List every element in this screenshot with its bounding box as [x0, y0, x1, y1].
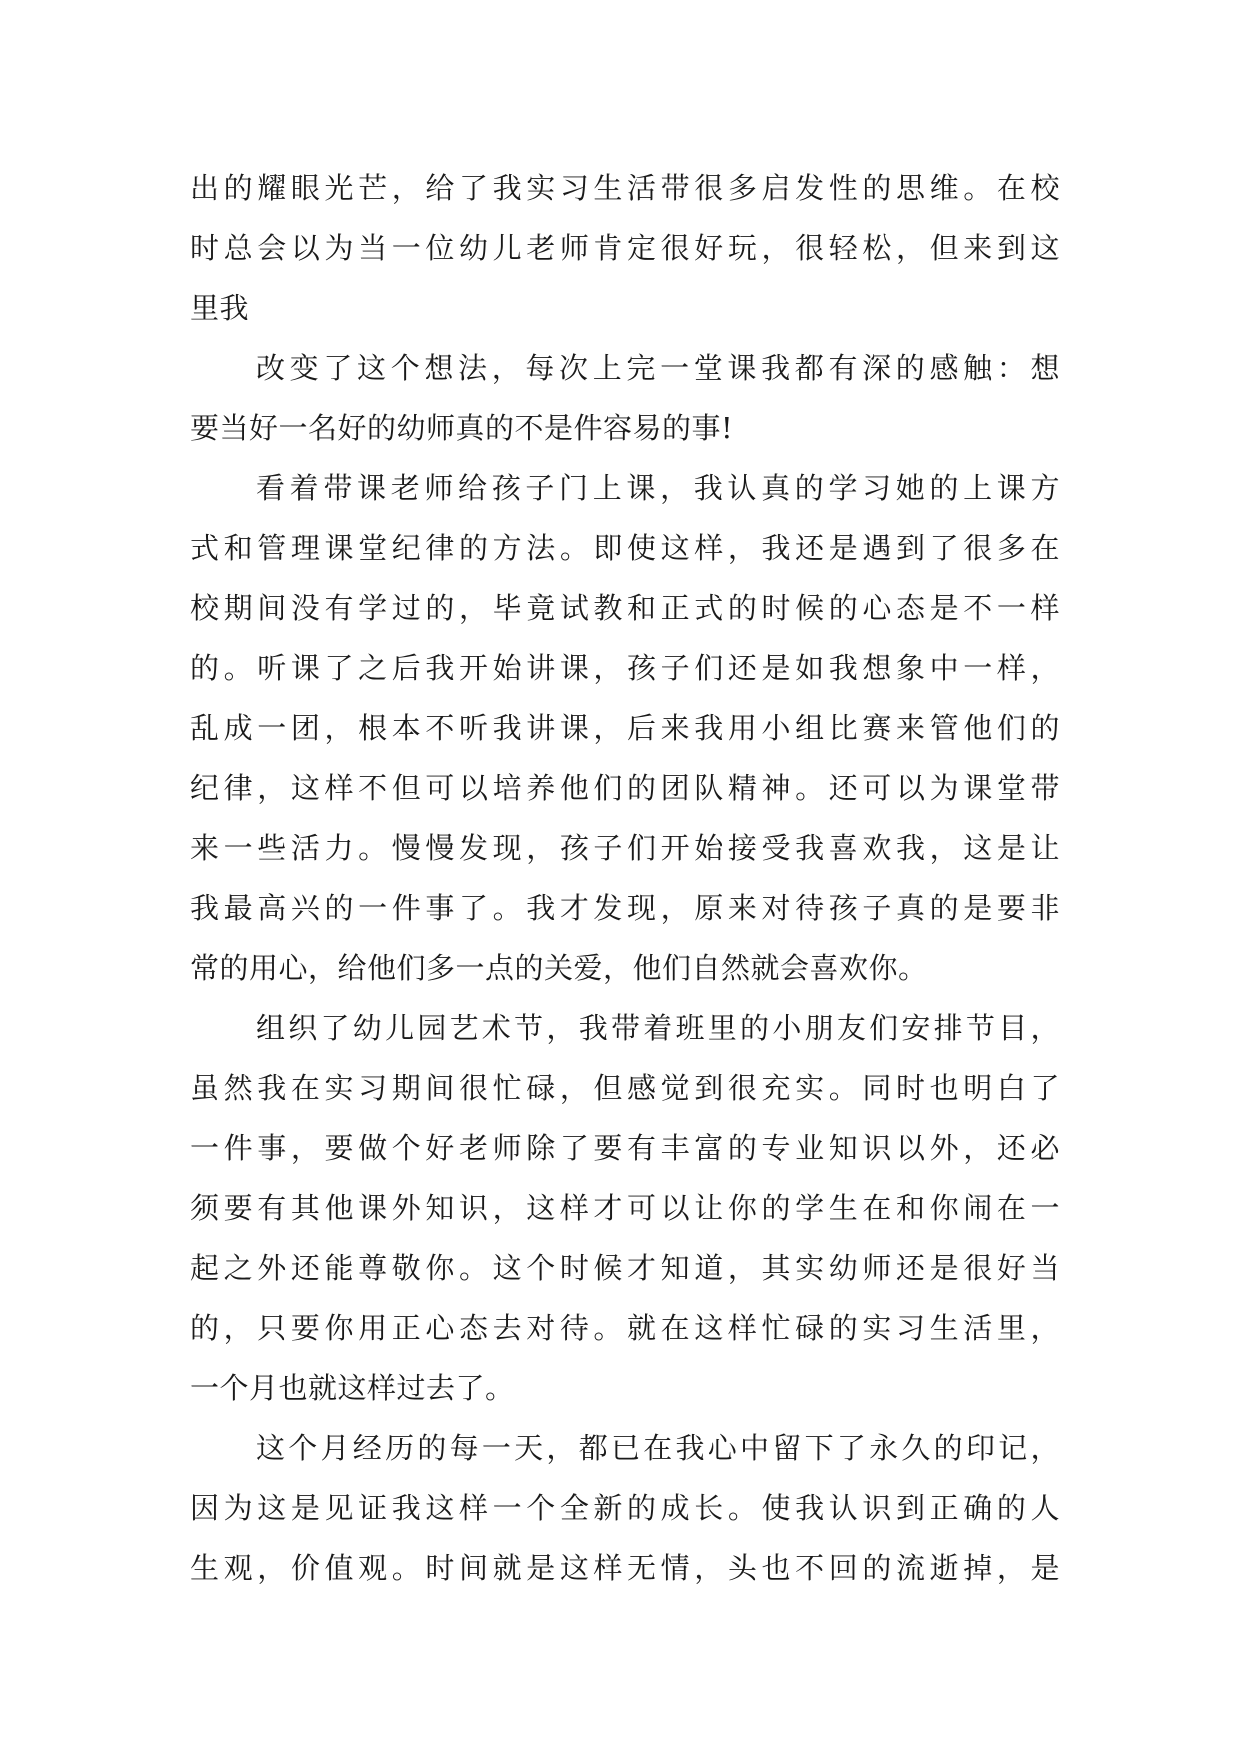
text-line: 须要有其他课外知识，这样才可以让你的学生在和你闹在一 [190, 1191, 1060, 1225]
paragraph-3 [190, 458, 1060, 998]
text-line: 出的耀眼光芒，给了我实习生活带很多启发性的思维。在校 [190, 171, 1060, 205]
paragraph-2 [190, 338, 1060, 458]
text-line: 这个月经历的每一天，都已在我心中留下了永久的印记， [256, 1431, 1060, 1465]
text-line: 一件事，要做个好老师除了要有丰富的专业知识以外，还必 [190, 1131, 1060, 1165]
text-line: 的，只要你用正心态去对待。就在这样忙碌的实习生活里， [190, 1311, 1060, 1345]
text-line: 里我 [190, 291, 250, 325]
text-line: 改变了这个想法，每次上完一堂课我都有深的感触：想 [256, 351, 1060, 385]
text-line: 的。听课了之后我开始讲课，孩子们还是如我想象中一样， [190, 651, 1060, 685]
text-line: 时总会以为当一位幼儿老师肯定很好玩，很轻松，但来到这 [190, 231, 1060, 265]
paragraph-1 [190, 158, 1060, 338]
text-line: 校期间没有学过的，毕竟试教和正式的时候的心态是不一样 [190, 591, 1060, 625]
text-line: 因为这是见证我这样一个全新的成长。使我认识到正确的人 [190, 1491, 1060, 1525]
text-line: 乱成一团，根本不听我讲课，后来我用小组比赛来管他们的 [190, 711, 1060, 745]
body-text [190, 158, 1060, 1598]
text-line: 一个月也就这样过去了。 [190, 1371, 515, 1405]
text-line: 生观，价值观。时间就是这样无情，头也不回的流逝掉，是 [190, 1551, 1060, 1585]
text-line: 纪律，这样不但可以培养他们的团队精神。还可以为课堂带 [190, 771, 1060, 805]
text-line: 看着带课老师给孩子门上课，我认真的学习她的上课方 [256, 471, 1060, 505]
text-line: 虽然我在实习期间很忙碌，但感觉到很充实。同时也明白了 [190, 1071, 1060, 1105]
text-line: 要当好一名好的幼师真的不是件容易的事! [190, 411, 734, 445]
text-line: 组织了幼儿园艺术节，我带着班里的小朋友们安排节目， [256, 1011, 1060, 1045]
text-line: 起之外还能尊敬你。这个时候才知道，其实幼师还是很好当 [190, 1251, 1060, 1285]
text-line: 式和管理课堂纪律的方法。即使这样，我还是遇到了很多在 [190, 531, 1060, 565]
paragraph-4 [190, 998, 1060, 1418]
text-line: 来一些活力。慢慢发现，孩子们开始接受我喜欢我，这是让 [190, 831, 1060, 865]
text-line: 我最高兴的一件事了。我才发现，原来对待孩子真的是要非 [190, 891, 1060, 925]
text-line: 常的用心，给他们多一点的关爱，他们自然就会喜欢你。 [190, 951, 928, 985]
paragraph-5 [190, 1418, 1060, 1598]
